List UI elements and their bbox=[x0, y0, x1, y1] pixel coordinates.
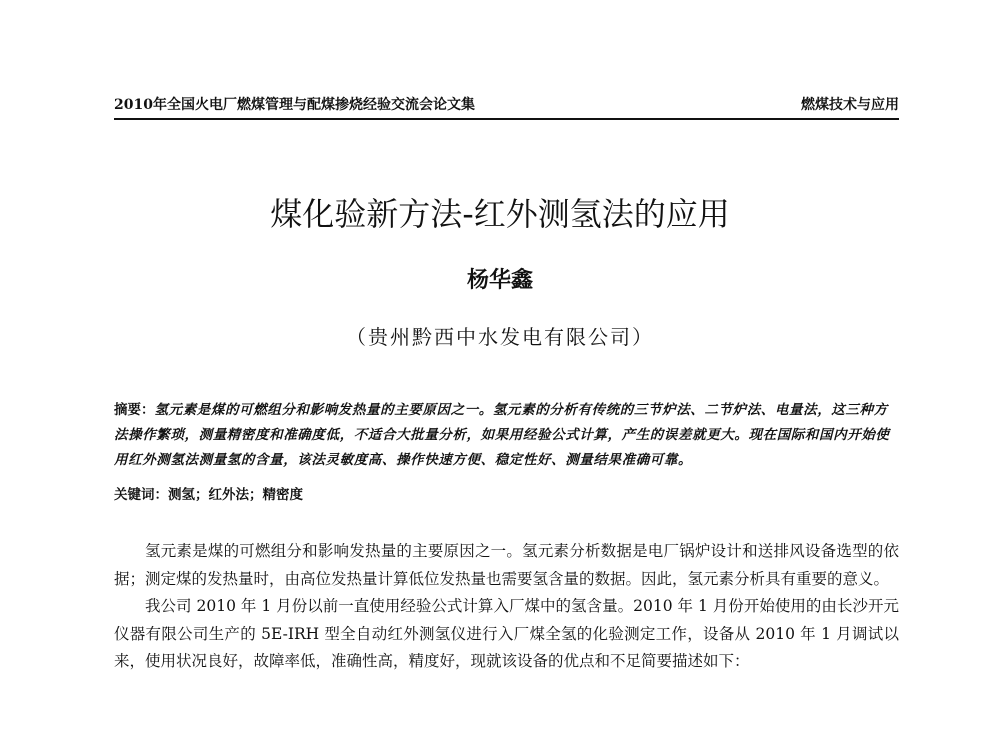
author-name: 杨华鑫 bbox=[466, 267, 533, 293]
paper-title: 煤化验新方法-红外测氢法的应用 bbox=[270, 195, 730, 233]
keywords-label: 关键词： bbox=[114, 487, 168, 503]
body-paragraph: 我公司 2010 年 1 月份以前一直使用经验公式计算入厂煤中的氢含量。2010 年 1 月份开始使用的由长沙开元仪器有限公司生产的 5E-IRH 型全自动红外测氢仪进行入厂煤全氢的化验测定工作，设备从 2010 年 1 月调试以来，使用状况良好，故障率低，准确性高，精度好，现就该设备的优点和不足简要描述如下： bbox=[114, 597, 899, 670]
keywords bbox=[114, 484, 899, 506]
body-text bbox=[114, 538, 899, 676]
keywords-text: 测氢；红外法；精密度 bbox=[168, 487, 303, 503]
author-affiliation: （贵州黔西中水发电有限公司） bbox=[346, 325, 654, 349]
abstract bbox=[114, 398, 899, 473]
header-section-title: 燃煤技术与应用 bbox=[801, 97, 899, 113]
abstract-text: 氢元素是煤的可燃组分和影响发热量的主要原因之一。氢元素的分析有传统的三节炉法、二节炉法、电量法，这三种方法操作繁琐，测量精密度和准确度低，不适合大批量分析，如果用经验公式计算，产生的误差就更大。现在国际和国内开始使用红外测氢法测量氢的含量，该法灵敏度高、操作快速方便、稳定性好、测量结果准确可靠。 bbox=[114, 402, 890, 468]
header-proceedings-title: 2010年全国火电厂燃煤管理与配煤掺烧经验交流会论文集 bbox=[114, 97, 475, 113]
body-paragraph: 氢元素是煤的可燃组分和影响发热量的主要原因之一。氢元素分析数据是电厂锅炉设计和送排风设备选型的依据；测定煤的发热量时，由高位发热量计算低位发热量也需要氢含量的数据。因此，氢元素分析具有重要的意义。 bbox=[114, 542, 899, 588]
abstract-label: 摘要： bbox=[114, 402, 155, 418]
running-header bbox=[114, 94, 899, 120]
